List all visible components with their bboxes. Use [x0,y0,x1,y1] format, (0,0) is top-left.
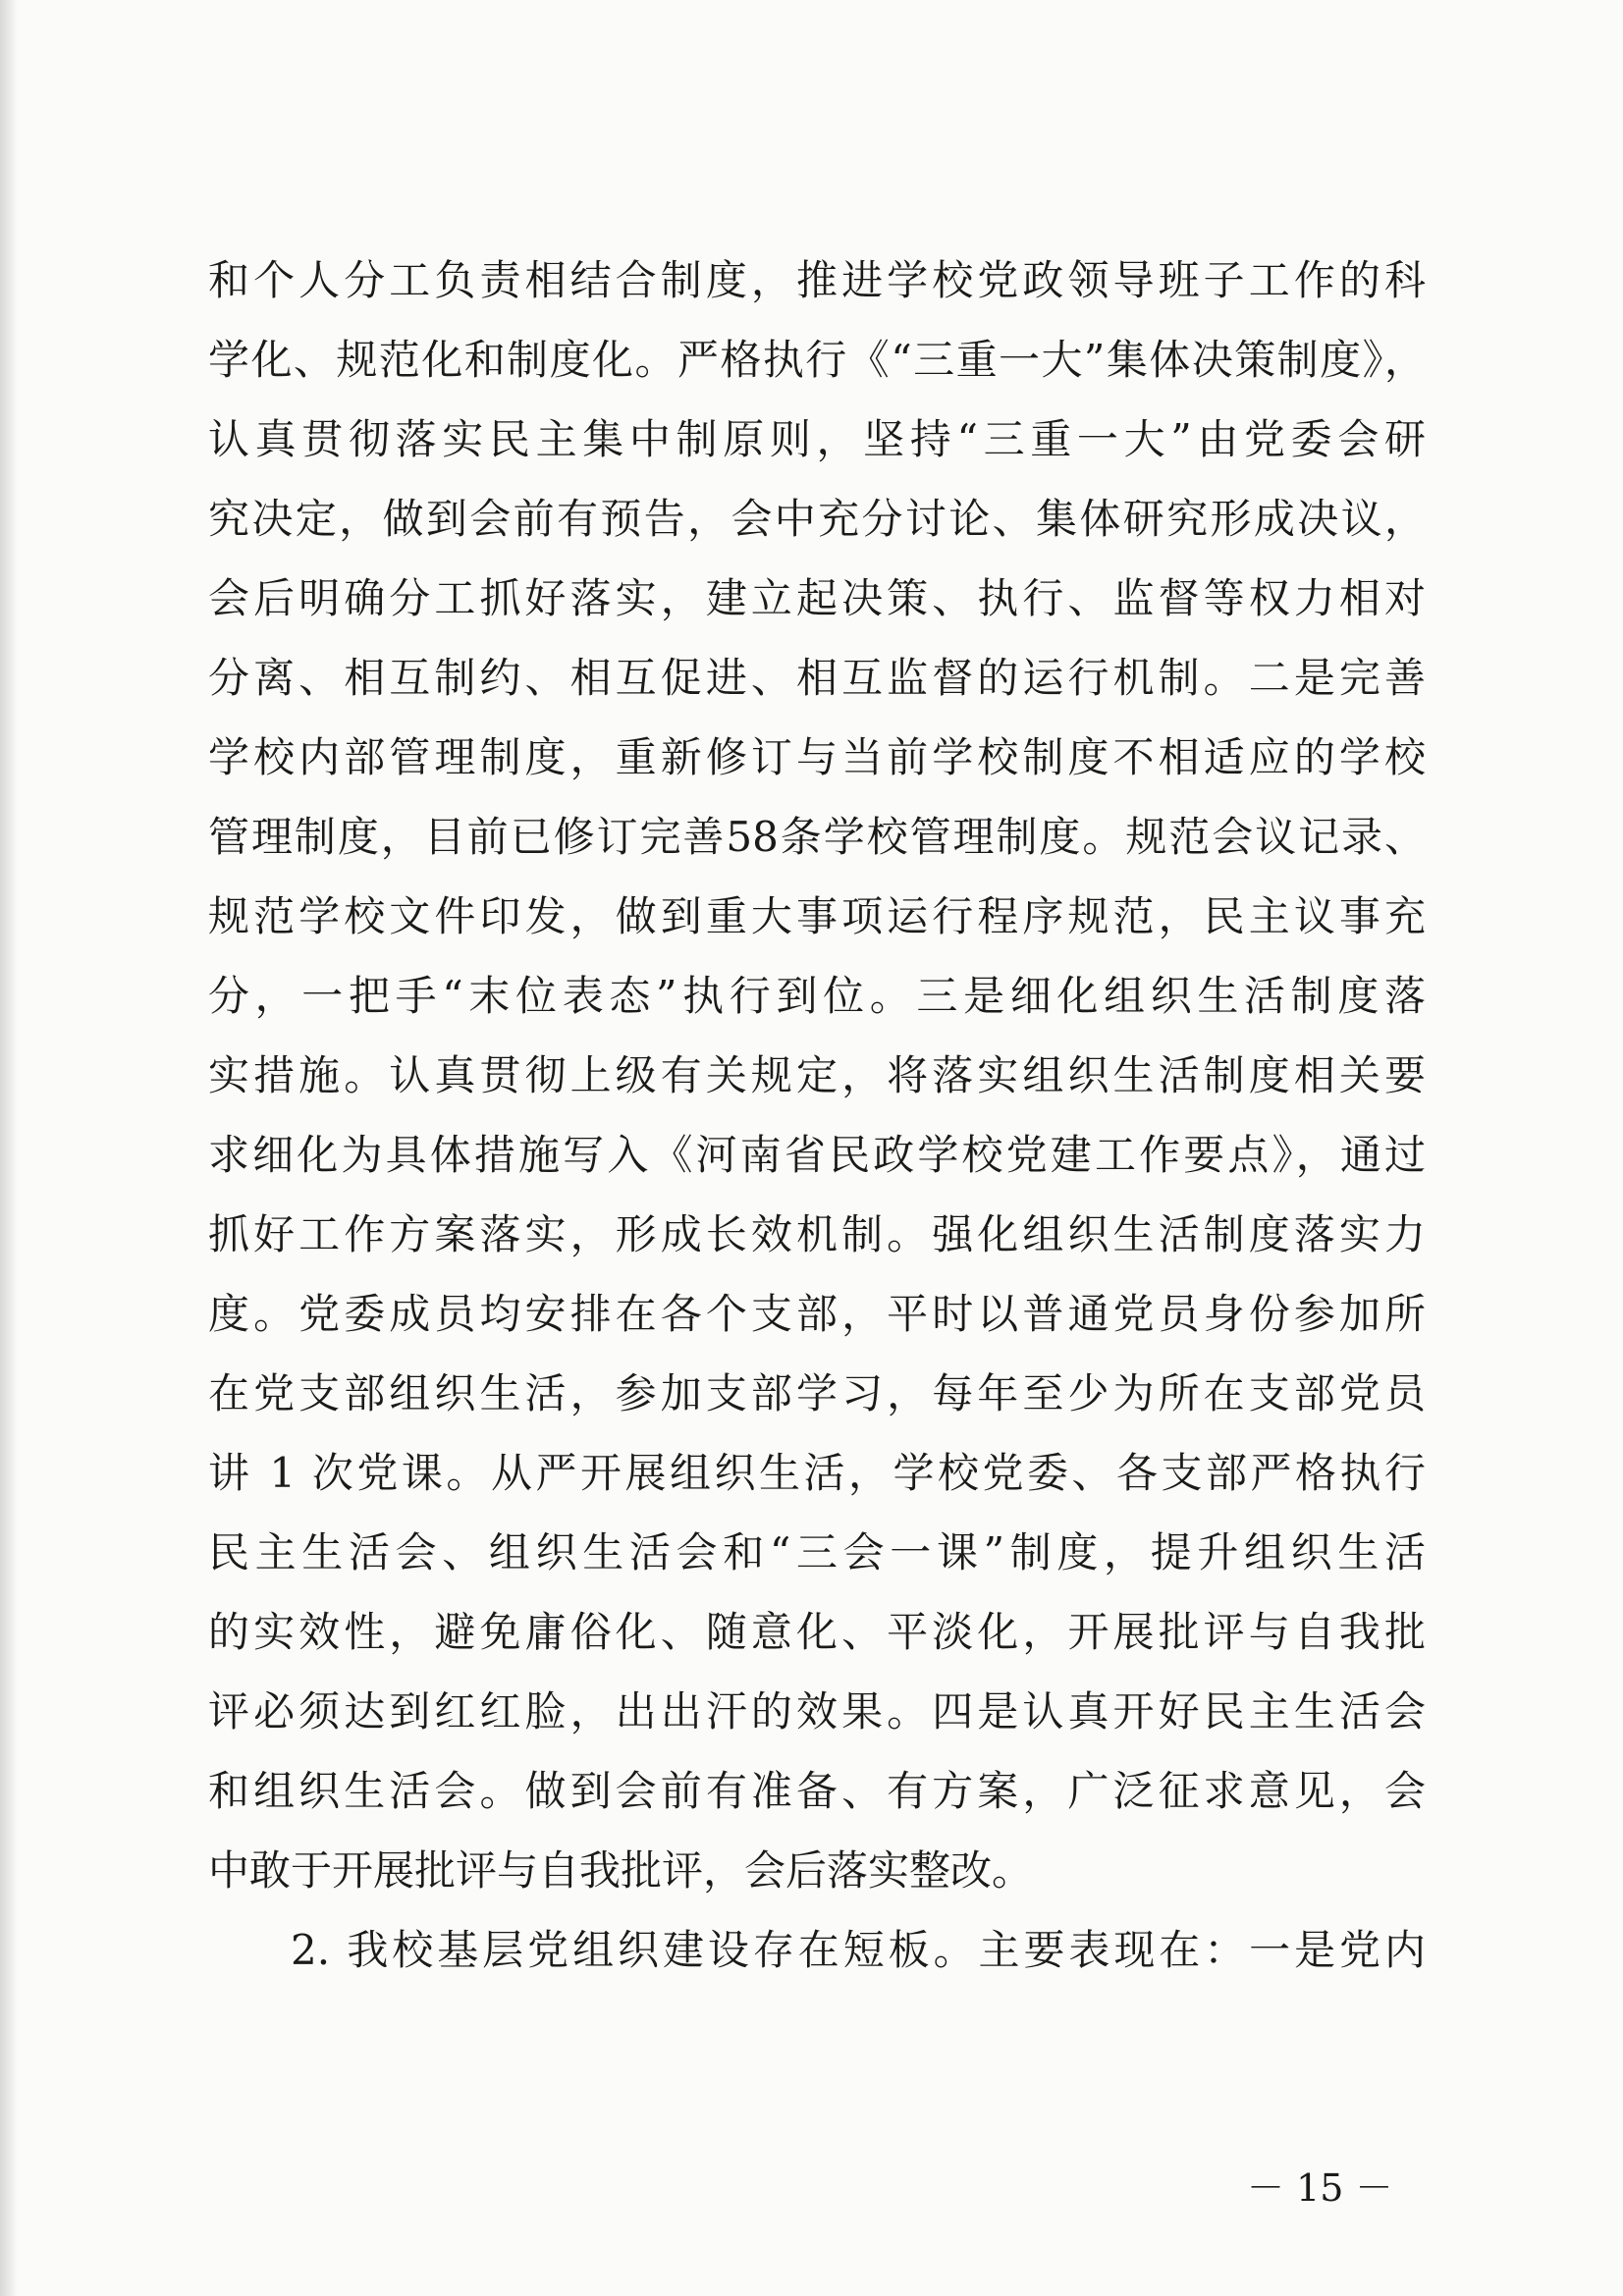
text-line: 度。党委成员均安排在各个支部，平时以普通党员身份参加所 [208,1290,1426,1338]
text-line: 评必须达到红红脸，出出汗的效果。四是认真开好民主生活会 [208,1687,1426,1735]
text-line: 学化、规范化和制度化。严格执行《“三重一大”集体决策制度》， [208,336,1426,384]
text-line: 究决定，做到会前有预告，会中充分讨论、集体研究形成决议， [208,495,1426,543]
text-line: 认真贯彻落实民主集中制原则，坚持“三重一大”由党委会研 [208,415,1426,463]
text-line: 管理制度，目前已修订完善58条学校管理制度。规范会议记录、 [208,813,1426,861]
text-line: 会后明确分工抓好落实，建立起决策、执行、监督等权力相对 [208,574,1426,622]
text-line: 中敢于开展批评与自我批评，会后落实整改。 [208,1846,1034,1895]
document-body [208,240,1426,1990]
scan-edge-shadow [0,0,18,2296]
text-line: 在党支部组织生活，参加支部学习，每年至少为所在支部党员 [208,1369,1426,1417]
text-line: 规范学校文件印发，做到重大事项运行程序规范，民主议事充 [208,892,1426,940]
text-line: 抓好工作方案落实，形成长效机制。强化组织生活制度落实力 [208,1210,1426,1258]
text-line: 民主生活会、组织生活会和“三会一课”制度，提升组织生活 [208,1528,1426,1576]
text-line: 实措施。认真贯彻上级有关规定，将落实组织生活制度相关要 [208,1051,1426,1099]
text-line: 和组织生活会。做到会前有准备、有方案，广泛征求意见，会 [208,1767,1426,1815]
text-line: 学校内部管理制度，重新修订与当前学校制度不相适应的学校 [208,733,1426,781]
text-line: 分，一把手“末位表态”执行到位。三是细化组织生活制度落 [208,972,1426,1020]
text-line: 和个人分工负责相结合制度，推进学校党政领导班子工作的科 [208,256,1426,304]
page-number: － 15 － [1247,2166,1393,2210]
text-line: 的实效性，避免庸俗化、随意化、平淡化，开展批评与自我批 [208,1608,1426,1656]
paragraph-2-first-line: 2. 我校基层党组织建设存在短板。主要表现在：一是党内 [291,1926,1426,1974]
text-line: 讲 1 次党课。从严开展组织生活，学校党委、各支部严格执行 [208,1449,1426,1497]
text-line: 求细化为具体措施写入《河南省民政学校党建工作要点》，通过 [208,1131,1426,1179]
text-line: 分离、相互制约、相互促进、相互监督的运行机制。二是完善 [208,654,1426,702]
